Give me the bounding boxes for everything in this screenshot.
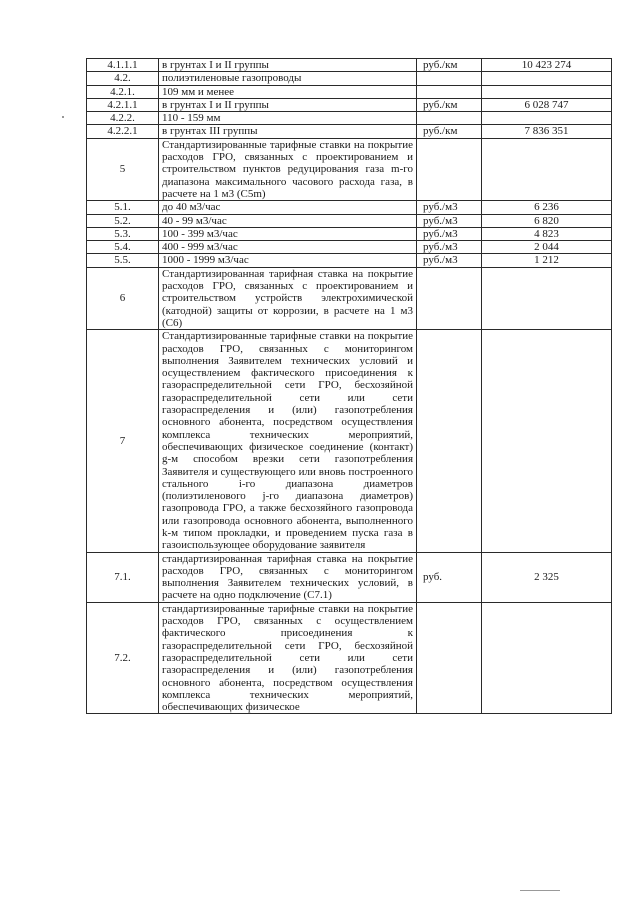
row-value: 4 823 — [482, 227, 612, 240]
row-description: 400 - 999 м3/час — [159, 241, 417, 254]
row-description: в грунтах I и II группы — [159, 59, 417, 72]
row-description: стандартизированная тарифная ставка на покрытие расходов ГРО, связанных с мониторингом выполнения Заявителем технических условий, в расчете на одно подключение (C7.1) — [159, 552, 417, 602]
row-description: полиэтиленовые газопроводы — [159, 72, 417, 85]
row-number: 4.2. — [87, 72, 159, 85]
row-value: 7 836 351 — [482, 125, 612, 138]
row-value: 10 423 274 — [482, 59, 612, 72]
row-unit — [417, 330, 482, 552]
row-value — [482, 138, 612, 200]
row-description: 110 - 159 мм — [159, 112, 417, 125]
row-value — [482, 330, 612, 552]
row-value: 6 028 747 — [482, 98, 612, 111]
table-row — [87, 330, 612, 552]
row-number: 6 — [87, 267, 159, 329]
row-description: Стандартизированные тарифные ставки на покрытие расходов ГРО, связанных с мониторингом выполнения Заявителем технических условий и осуществлением фактического присоединения к газораспределительной сети ГРО, бесхозяйной газораспределительной сети или сети газораспределения и (или) газопотребления основного абонента, посредством осуществления комплекса технических мероприятий, обеспечивающих физическое соединение (контакт) g-м способом врезки сети газопотребления Заявителя и существующего или вновь построенного стального i-го диапазона диаметров (полиэтиленового j-го диапазона диаметров) газопровода ГРО, а также бесхозяйного газопровода или газопровода основного абонента, выполненного k-м типом прокладки, и проведением пуска газа в газоиспользующее оборудование заявителя — [159, 330, 417, 552]
row-value — [482, 602, 612, 714]
row-value: 2 325 — [482, 552, 612, 602]
row-value: 6 820 — [482, 214, 612, 227]
row-description: в грунтах I и II группы — [159, 98, 417, 111]
row-description: стандартизированные тарифные ставки на покрытие расходов ГРО, связанных с осуществлением фактического присоединения к газораспределительной сети ГРО, бесхозяйной газораспределительной сети или сети газораспределения и (или) газопотребления основного абонента, посредством осуществления комплекса технических мероприятий, обеспечивающих физическое — [159, 602, 417, 714]
page-footer-mark — [520, 890, 560, 891]
tariff-table-container — [86, 58, 611, 714]
table-row — [87, 98, 612, 111]
row-unit — [417, 267, 482, 329]
row-unit: руб./м3 — [417, 241, 482, 254]
row-number: 4.2.1. — [87, 85, 159, 98]
row-value — [482, 112, 612, 125]
table-row — [87, 552, 612, 602]
tariff-table — [86, 58, 612, 714]
row-number: 4.2.1.1 — [87, 98, 159, 111]
row-description: Стандартизированные тарифные ставки на покрытие расходов ГРО, связанных с проектированием и строительством пунктов редуцирования газа m-го диапазона максимального часового расхода газа, в расчете на 1 м3 (C5m) — [159, 138, 417, 200]
table-row — [87, 125, 612, 138]
table-row — [87, 214, 612, 227]
row-unit — [417, 602, 482, 714]
row-number: 7 — [87, 330, 159, 552]
row-number: 5.4. — [87, 241, 159, 254]
row-unit: руб./км — [417, 59, 482, 72]
row-unit: руб./м3 — [417, 201, 482, 214]
table-row — [87, 59, 612, 72]
row-value — [482, 267, 612, 329]
row-value: 6 236 — [482, 201, 612, 214]
scan-speck — [62, 116, 64, 118]
row-description: 109 мм и менее — [159, 85, 417, 98]
row-number: 5.2. — [87, 214, 159, 227]
row-number: 4.1.1.1 — [87, 59, 159, 72]
row-number: 4.2.2.1 — [87, 125, 159, 138]
row-unit — [417, 138, 482, 200]
row-number: 5.5. — [87, 254, 159, 267]
row-value: 1 212 — [482, 254, 612, 267]
table-row — [87, 227, 612, 240]
row-unit: руб./км — [417, 125, 482, 138]
table-row — [87, 72, 612, 85]
row-unit — [417, 85, 482, 98]
row-unit — [417, 112, 482, 125]
row-value: 2 044 — [482, 241, 612, 254]
row-number: 7.1. — [87, 552, 159, 602]
row-value — [482, 85, 612, 98]
row-unit: руб./м3 — [417, 227, 482, 240]
row-unit: руб./м3 — [417, 254, 482, 267]
row-number: 4.2.2. — [87, 112, 159, 125]
row-description: 1000 - 1999 м3/час — [159, 254, 417, 267]
row-unit: руб./км — [417, 98, 482, 111]
row-unit: руб./м3 — [417, 214, 482, 227]
row-description: Стандартизированная тарифная ставка на покрытие расходов ГРО, связанных с проектированием и строительством устройств электрохимической (катодной) защиты от коррозии, в расчете на 1 м3 (C6) — [159, 267, 417, 329]
row-unit — [417, 72, 482, 85]
table-row — [87, 201, 612, 214]
table-row — [87, 112, 612, 125]
row-number: 5.3. — [87, 227, 159, 240]
table-row — [87, 138, 612, 200]
table-row — [87, 241, 612, 254]
table-row — [87, 602, 612, 714]
row-description: 40 - 99 м3/час — [159, 214, 417, 227]
row-description: до 40 м3/час — [159, 201, 417, 214]
row-number: 7.2. — [87, 602, 159, 714]
table-row — [87, 267, 612, 329]
row-value — [482, 72, 612, 85]
row-unit: руб. — [417, 552, 482, 602]
row-description: 100 - 399 м3/час — [159, 227, 417, 240]
row-description: в грунтах III группы — [159, 125, 417, 138]
row-number: 5 — [87, 138, 159, 200]
row-number: 5.1. — [87, 201, 159, 214]
table-row — [87, 85, 612, 98]
table-row — [87, 254, 612, 267]
